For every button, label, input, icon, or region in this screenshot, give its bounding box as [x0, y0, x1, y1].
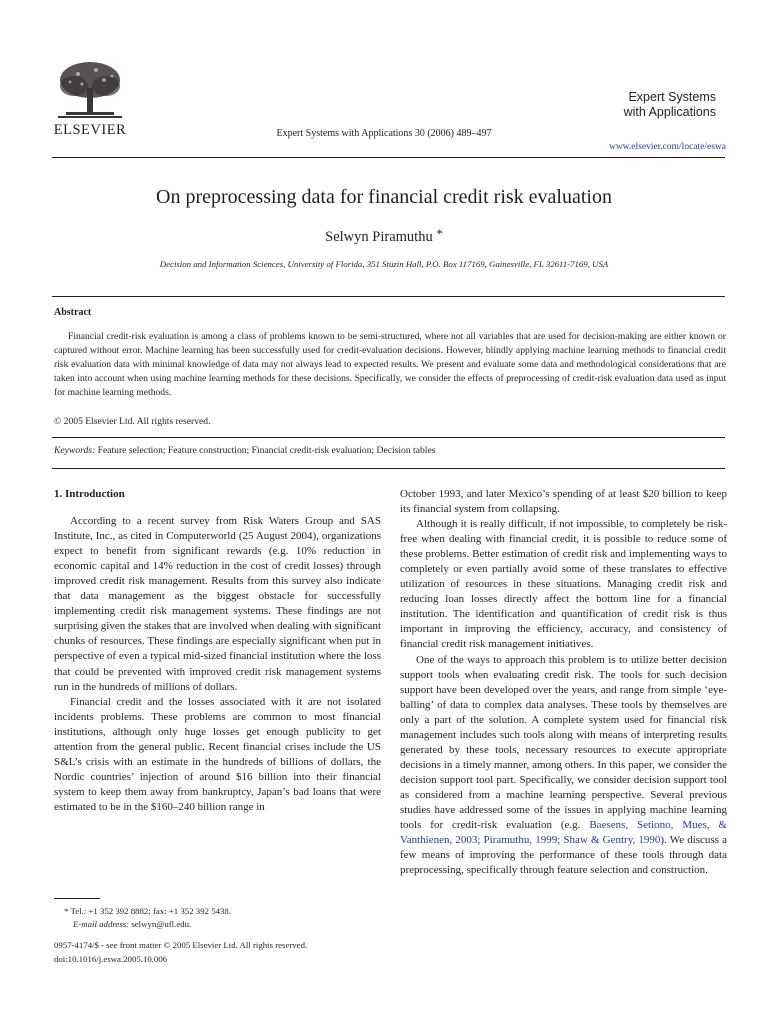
right-paragraph-2-text-a: One of the ways to approach this problem is to utilize better decision support tools when evaluating credit risk. The tools for such decision support have been developed over the years, and range from simple ‘eye-balling’ of data to complex data analyses. These tools by themselves are only a part of the solution. A complete system used for financial risk management includes such tools along with means of interpreting results generated by these tools, necessary resources to execute appropriate decisions in a timely manner, among others. In this paper, we consider the decision support tool part. Specifically, we consider decision support tool as considered from a machine learning perspective. Several previous studies have addressed some of the issues in applying machine learning tools for credit-risk evaluation (e.g. [400, 653, 727, 832]
abstract-heading: Abstract [54, 307, 92, 318]
author-affiliation: Decision and Information Sciences, University of Florida, 351 Stuzin Hall, P.O. Box 117169, Gainesville, FL 32611-7169, USA [159, 259, 609, 269]
abstract-body [54, 330, 726, 400]
right-paragraph-2 [400, 653, 727, 879]
keywords-list: Feature selection; Feature construction; Financial credit-risk evaluation; Decision tables [97, 445, 436, 456]
keywords-label: Keywords: [54, 445, 96, 456]
abstract-top-rule [52, 296, 725, 297]
citation-link[interactable]: Baesens, Setiono, Mues, & Vanthienen, 2003; Piramuthu, 1999; Shaw & Gentry, 1990 [400, 819, 727, 847]
publisher-name: ELSEVIER [53, 122, 127, 138]
footnote-contact: * Tel.: +1 352 392 8882; fax: +1 352 392 5438. [64, 906, 231, 916]
doi-line[interactable]: doi:10.1016/j.eswa.2005.10.006 [54, 953, 168, 964]
header-rule [52, 157, 725, 158]
footnote-rule [54, 898, 100, 899]
author-name: Selwyn Piramuthu [325, 229, 433, 245]
left-paragraph-1: According to a recent survey from Risk Waters Group and SAS Institute, Inc., as cited in Computerworld (25 August 2004), organizations expect to benefit from significant rewards (e.g. 10% reduction in economic capital and 14% reduction in the cost of credit losses) through improved credit risk management. Results from this survey also indicate that data management as the biggest obstacle for successfully implementing credit risk management systems. These findings are not surprising given the stakes that are involved when dealing with significant chunks of resources. These findings are especially significant when put in perspective of even a typical mid-sized financial institution where the loss that could be prevented with improved credit risk management systems run in the hundreds of millions of dollars. [54, 515, 381, 693]
journal-brand-line1: Expert Systems [628, 90, 716, 104]
left-column [54, 487, 381, 815]
right-paragraph-1: Although it is really difficult, if not impossible, to completely be risk-free when dealing with financial credit, it is possible to reduce some of these problems. Better estimation of credit risk and implementing ways to completely or even partially avoid some of these translates to effective utilization of resources in these situations. Managing credit risk and reducing loan losses directly affect the bottom line for a financial institution. The identification and quantification of credit risk is thus important in improving the efficiency, accuracy, and consistency of financial credit risk management initiatives. [400, 518, 727, 651]
left-paragraph-2: Financial credit and the losses associated with it are not isolated incidents problems. These problems are common to most financial institutions, although only huge losses get enough publicity to get attention from the general public. Recent financial crises include the US S&L’s crisis with an estimate in the hundreds of billions of dollars, the Nordic countries’ injection of around $16 billion into their financial system to keep them away from bankruptcy, Japan’s bad loans that were estimated to be in the $160–240 billion range in [54, 695, 381, 813]
keywords [54, 445, 435, 456]
right-column [400, 487, 727, 878]
email-address-link[interactable]: selwyn@ufl.edu. [131, 919, 192, 929]
publisher-logo [52, 58, 128, 139]
abstract-copyright: © 2005 Elsevier Ltd. All rights reserved. [54, 416, 211, 427]
email-label: E-mail address: [73, 919, 130, 929]
right-paragraph-2-text-b: ). We discuss a few means of improving the performance of these tools through data preprocessing, specifically through feature selection and construction. [400, 834, 728, 877]
article-title: On preprocessing data for financial credit risk evaluation [156, 186, 612, 208]
author-footnote-mark[interactable]: * [436, 226, 443, 241]
journal-brand [624, 90, 716, 120]
journal-url-link[interactable]: www.elsevier.com/locate/eswa [608, 142, 726, 152]
body-top-rule [52, 468, 725, 469]
issn-line: 0957-4174/$ - see front matter © 2005 Elsevier Ltd. All rights reserved. [54, 940, 308, 950]
elsevier-tree-logo-icon [52, 58, 128, 122]
front-matter-info [54, 939, 307, 966]
abstract-text: Financial credit-risk evaluation is among a class of problems known to be semi-structured, where not all variables that are used for decision-making are either known or captured without error. Machine learning has been successfully used for credit-evaluation decisions. However, blindly applying machine learning methods to financial credit risk evaluation data with minimal knowledge of data may not always lead to expected results. We present and evaluate some data and methodological considerations that are taken into account when using machine learning methods for these decisions. Specifically, we consider the effects of preprocessing of credit-risk evaluation data used as input for machine learning methods. [54, 331, 726, 398]
author-footnote [64, 905, 231, 931]
section-heading-introduction: 1. Introduction [54, 488, 125, 500]
right-paragraph-continuation: October 1993, and later Mexico’s spending of at least $20 billion to keep its financial system from collapsing. [400, 488, 727, 516]
journal-reference: Expert Systems with Applications 30 (2006) 489–497 [276, 128, 492, 139]
footnote-email-line [64, 918, 231, 931]
author-line [0, 226, 768, 246]
journal-brand-line2: with Applications [623, 105, 716, 119]
keywords-top-rule [52, 437, 725, 438]
